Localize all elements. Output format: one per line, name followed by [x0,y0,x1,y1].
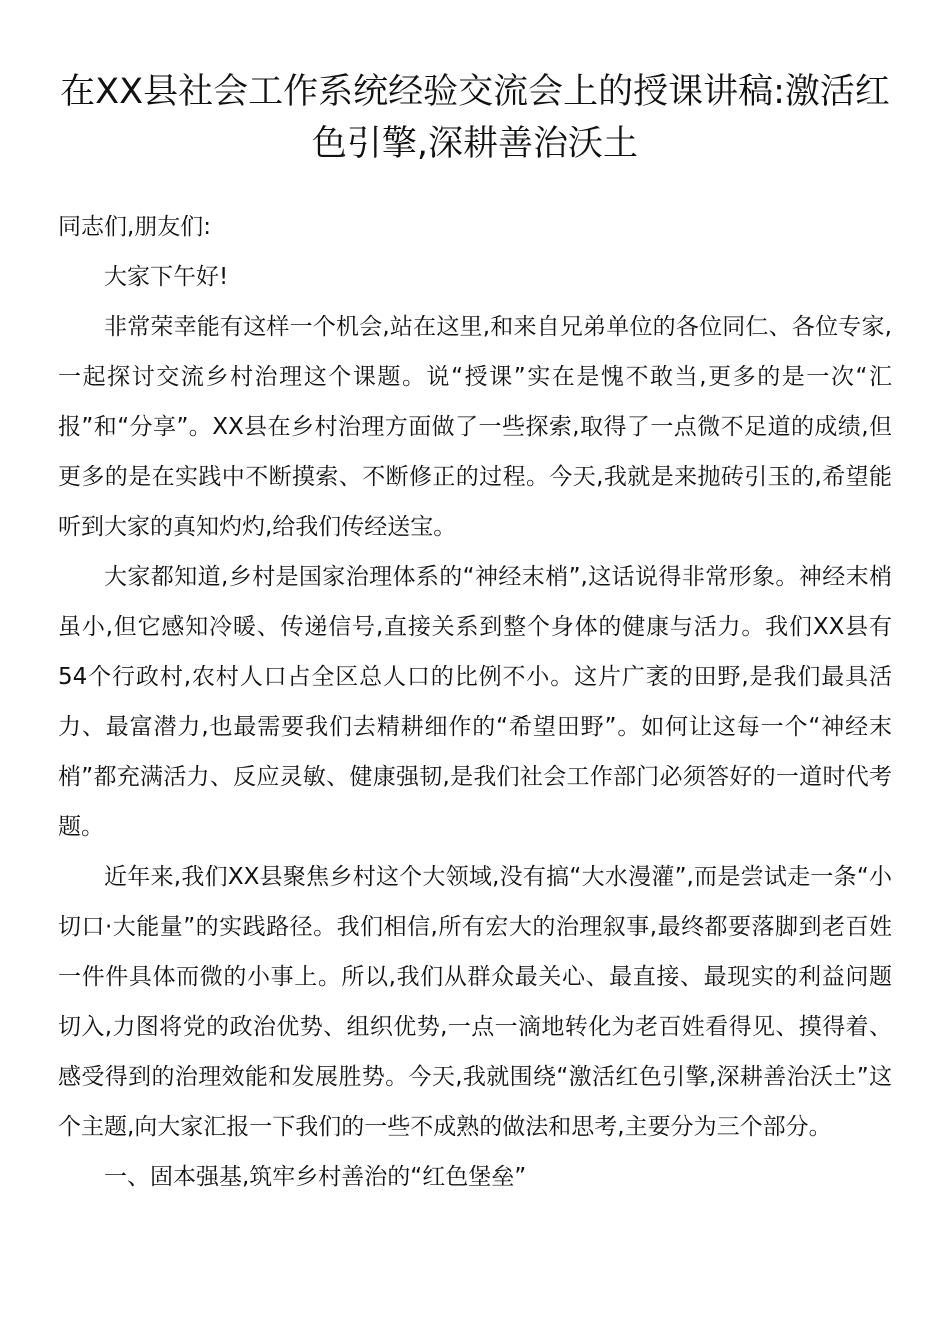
body-paragraph-3: 近年来,我们XX县聚焦乡村这个大领域,没有搞“大水漫灌”,而是尝试走一条“小切口·大能量”的实践路径。我们相信,所有宏大的治理叙事,最终都要落脚到老百姓一件件具体而微的小事上。所以,我们从群众最关心、最直接、最现实的利益问题切入,力图将党的政治优势、组织优势,一点一滴地转化为老百姓看得见、摸得着、感受得到的治理效能和发展胜势。今天,我就围绕“激活红色引擎,深耕善治沃土”这个主题,向大家汇报一下我们的一些不成熟的做法和思考,主要分为三个部分。 [58,864,892,1140]
body-paragraph-1: 非常荣幸能有这样一个机会,站在这里,和来自兄弟单位的各位同仁、各位专家,一起探讨交流乡村治理这个课题。说“授课”实在是愧不敢当,更多的是一次“汇报”和“分享”。XX县在乡村治理方面做了一些探索,取得了一点微不足道的成绩,但更多的是在实践中不断摸索、不断修正的过程。今天,我就是来抛砖引玉的,希望能听到大家的真知灼灼,给我们传经送宝。 [58,314,892,540]
greeting-paragraph: 大家下午好! [104,264,229,290]
salutation: 同志们,朋友们: [58,214,212,240]
document-title: 在XX县社会工作系统经验交流会上的授课讲稿:激活红色引擎,深耕善治沃土 [60,72,890,164]
body-paragraph-2: 大家都知道,乡村是国家治理体系的“神经末梢”,这话说得非常形象。神经末梢虽小,但它感知冷暖、传递信号,直接关系到整个身体的健康与活力。我们XX县有54个行政村,农村人口占全区总人口的比例不小。这片广袤的田野,是我们最具活力、最富潜力,也最需要我们去精耕细作的“希望田野”。如何让这每一个“神经末梢”都充满活力、反应灵敏、健康强韧,是我们社会工作部门必须答好的一道时代考题。 [58,564,892,840]
section-heading-1: 一、固本强基,筑牢乡村善治的“红色堡垒” [104,1164,527,1190]
